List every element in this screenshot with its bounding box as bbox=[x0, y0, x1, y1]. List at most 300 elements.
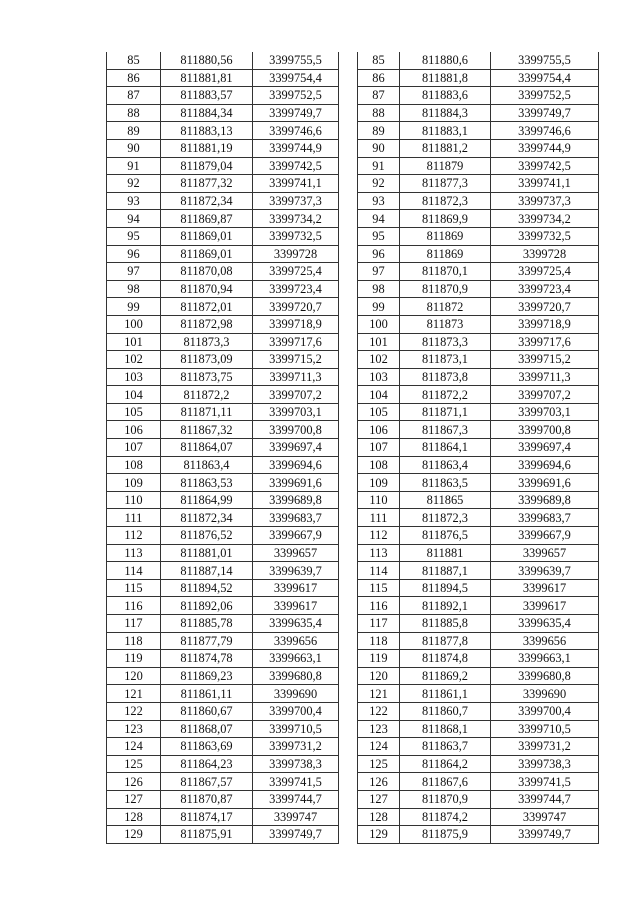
table-row bbox=[107, 826, 339, 844]
table-row bbox=[107, 597, 339, 615]
y-coordinate-cell: 3399732,5 bbox=[491, 227, 599, 245]
right-table-body bbox=[358, 52, 599, 843]
table-row bbox=[358, 456, 599, 474]
point-number-cell: 128 bbox=[358, 808, 400, 826]
table-row bbox=[107, 139, 339, 157]
x-coordinate-cell: 811894,5 bbox=[400, 579, 491, 597]
x-coordinate-cell: 811872,01 bbox=[161, 298, 253, 316]
x-coordinate-cell: 811864,07 bbox=[161, 439, 253, 457]
y-coordinate-cell: 3399657 bbox=[491, 544, 599, 562]
point-number-cell: 110 bbox=[107, 491, 161, 509]
table-row bbox=[358, 227, 599, 245]
x-coordinate-cell: 811870,9 bbox=[400, 280, 491, 298]
y-coordinate-cell: 3399657 bbox=[253, 544, 339, 562]
x-coordinate-cell: 811883,13 bbox=[161, 122, 253, 140]
table-row bbox=[107, 491, 339, 509]
table-row bbox=[107, 386, 339, 404]
y-coordinate-cell: 3399683,7 bbox=[253, 509, 339, 527]
x-coordinate-cell: 811873,09 bbox=[161, 351, 253, 369]
x-coordinate-cell: 811870,1 bbox=[400, 263, 491, 281]
point-number-cell: 92 bbox=[358, 175, 400, 193]
table-row bbox=[107, 579, 339, 597]
y-coordinate-cell: 3399697,4 bbox=[253, 439, 339, 457]
point-number-cell: 93 bbox=[107, 192, 161, 210]
table-row bbox=[358, 386, 599, 404]
point-number-cell: 112 bbox=[358, 527, 400, 545]
point-number-cell: 89 bbox=[358, 122, 400, 140]
y-coordinate-cell: 3399617 bbox=[491, 579, 599, 597]
table-row bbox=[358, 579, 599, 597]
y-coordinate-cell: 3399738,3 bbox=[491, 755, 599, 773]
x-coordinate-cell: 811863,53 bbox=[161, 474, 253, 492]
x-coordinate-cell: 811883,6 bbox=[400, 87, 491, 105]
y-coordinate-cell: 3399749,7 bbox=[491, 104, 599, 122]
y-coordinate-cell: 3399737,3 bbox=[253, 192, 339, 210]
x-coordinate-cell: 811867,6 bbox=[400, 773, 491, 791]
y-coordinate-cell: 3399742,5 bbox=[253, 157, 339, 175]
y-coordinate-cell: 3399734,2 bbox=[253, 210, 339, 228]
point-number-cell: 104 bbox=[107, 386, 161, 404]
point-number-cell: 112 bbox=[107, 527, 161, 545]
x-coordinate-cell: 811864,2 bbox=[400, 755, 491, 773]
table-row bbox=[358, 245, 599, 263]
x-coordinate-cell: 811875,91 bbox=[161, 826, 253, 844]
x-coordinate-cell: 811885,78 bbox=[161, 615, 253, 633]
point-number-cell: 127 bbox=[358, 790, 400, 808]
x-coordinate-cell: 811870,9 bbox=[400, 790, 491, 808]
x-coordinate-cell: 811870,94 bbox=[161, 280, 253, 298]
table-row bbox=[358, 790, 599, 808]
y-coordinate-cell: 3399663,1 bbox=[491, 650, 599, 668]
point-number-cell: 105 bbox=[107, 403, 161, 421]
point-number-cell: 126 bbox=[358, 773, 400, 791]
y-coordinate-cell: 3399707,2 bbox=[491, 386, 599, 404]
x-coordinate-cell: 811879,04 bbox=[161, 157, 253, 175]
x-coordinate-cell: 811880,56 bbox=[161, 52, 253, 69]
point-number-cell: 89 bbox=[107, 122, 161, 140]
point-number-cell: 98 bbox=[107, 280, 161, 298]
point-number-cell: 127 bbox=[107, 790, 161, 808]
y-coordinate-cell: 3399667,9 bbox=[491, 527, 599, 545]
y-coordinate-cell: 3399747 bbox=[253, 808, 339, 826]
y-coordinate-cell: 3399717,6 bbox=[253, 333, 339, 351]
y-coordinate-cell: 3399718,9 bbox=[491, 315, 599, 333]
x-coordinate-cell: 811881,2 bbox=[400, 139, 491, 157]
table-row bbox=[107, 403, 339, 421]
y-coordinate-cell: 3399744,7 bbox=[491, 790, 599, 808]
point-number-cell: 93 bbox=[358, 192, 400, 210]
y-coordinate-cell: 3399741,5 bbox=[253, 773, 339, 791]
table-row bbox=[107, 685, 339, 703]
table-row bbox=[107, 439, 339, 457]
x-coordinate-cell: 811871,1 bbox=[400, 403, 491, 421]
table-row bbox=[358, 632, 599, 650]
x-coordinate-cell: 811873,1 bbox=[400, 351, 491, 369]
x-coordinate-cell: 811872,34 bbox=[161, 509, 253, 527]
x-coordinate-cell: 811884,3 bbox=[400, 104, 491, 122]
x-coordinate-cell: 811881,81 bbox=[161, 69, 253, 87]
point-number-cell: 109 bbox=[358, 474, 400, 492]
y-coordinate-cell: 3399741,1 bbox=[253, 175, 339, 193]
table-row bbox=[358, 527, 599, 545]
x-coordinate-cell: 811860,67 bbox=[161, 702, 253, 720]
point-number-cell: 122 bbox=[358, 702, 400, 720]
y-coordinate-cell: 3399656 bbox=[253, 632, 339, 650]
x-coordinate-cell: 811884,34 bbox=[161, 104, 253, 122]
point-number-cell: 125 bbox=[107, 755, 161, 773]
y-coordinate-cell: 3399691,6 bbox=[253, 474, 339, 492]
table-row bbox=[107, 333, 339, 351]
point-number-cell: 91 bbox=[107, 157, 161, 175]
x-coordinate-cell: 811873,8 bbox=[400, 368, 491, 386]
y-coordinate-cell: 3399728 bbox=[253, 245, 339, 263]
x-coordinate-cell: 811869,23 bbox=[161, 667, 253, 685]
x-coordinate-cell: 811883,57 bbox=[161, 87, 253, 105]
table-row bbox=[358, 421, 599, 439]
table-row bbox=[358, 175, 599, 193]
table-row bbox=[107, 650, 339, 668]
table-row bbox=[358, 509, 599, 527]
point-number-cell: 114 bbox=[107, 562, 161, 580]
y-coordinate-cell: 3399617 bbox=[491, 597, 599, 615]
table-row bbox=[358, 650, 599, 668]
point-number-cell: 123 bbox=[107, 720, 161, 738]
y-coordinate-cell: 3399747 bbox=[491, 808, 599, 826]
table-row bbox=[107, 227, 339, 245]
x-coordinate-cell: 811874,78 bbox=[161, 650, 253, 668]
point-number-cell: 111 bbox=[107, 509, 161, 527]
point-number-cell: 90 bbox=[358, 139, 400, 157]
table-row bbox=[358, 351, 599, 369]
x-coordinate-cell: 811869,01 bbox=[161, 227, 253, 245]
point-number-cell: 101 bbox=[107, 333, 161, 351]
x-coordinate-cell: 811874,8 bbox=[400, 650, 491, 668]
x-coordinate-cell: 811865 bbox=[400, 491, 491, 509]
point-number-cell: 88 bbox=[358, 104, 400, 122]
point-number-cell: 97 bbox=[358, 263, 400, 281]
table-row bbox=[107, 738, 339, 756]
table-row bbox=[358, 544, 599, 562]
x-coordinate-cell: 811863,5 bbox=[400, 474, 491, 492]
y-coordinate-cell: 3399746,6 bbox=[491, 122, 599, 140]
x-coordinate-cell: 811864,99 bbox=[161, 491, 253, 509]
point-number-cell: 96 bbox=[358, 245, 400, 263]
table-row bbox=[107, 790, 339, 808]
y-coordinate-cell: 3399711,3 bbox=[253, 368, 339, 386]
table-row bbox=[107, 615, 339, 633]
table-row bbox=[107, 755, 339, 773]
y-coordinate-cell: 3399754,4 bbox=[253, 69, 339, 87]
y-coordinate-cell: 3399667,9 bbox=[253, 527, 339, 545]
x-coordinate-cell: 811877,79 bbox=[161, 632, 253, 650]
table-row bbox=[107, 122, 339, 140]
x-coordinate-cell: 811883,1 bbox=[400, 122, 491, 140]
y-coordinate-cell: 3399749,7 bbox=[491, 826, 599, 844]
point-number-cell: 86 bbox=[358, 69, 400, 87]
point-number-cell: 113 bbox=[358, 544, 400, 562]
point-number-cell: 119 bbox=[358, 650, 400, 668]
point-number-cell: 107 bbox=[107, 439, 161, 457]
y-coordinate-cell: 3399700,4 bbox=[253, 702, 339, 720]
table-row bbox=[107, 456, 339, 474]
point-number-cell: 106 bbox=[358, 421, 400, 439]
point-number-cell: 101 bbox=[358, 333, 400, 351]
y-coordinate-cell: 3399720,7 bbox=[491, 298, 599, 316]
point-number-cell: 103 bbox=[358, 368, 400, 386]
point-number-cell: 110 bbox=[358, 491, 400, 509]
y-coordinate-cell: 3399737,3 bbox=[491, 192, 599, 210]
point-number-cell: 94 bbox=[107, 210, 161, 228]
x-coordinate-cell: 811892,1 bbox=[400, 597, 491, 615]
table-row bbox=[358, 298, 599, 316]
table-row bbox=[358, 720, 599, 738]
x-coordinate-cell: 811881,01 bbox=[161, 544, 253, 562]
y-coordinate-cell: 3399731,2 bbox=[491, 738, 599, 756]
table-row bbox=[107, 175, 339, 193]
y-coordinate-cell: 3399754,4 bbox=[491, 69, 599, 87]
point-number-cell: 120 bbox=[107, 667, 161, 685]
point-number-cell: 115 bbox=[358, 579, 400, 597]
table-row bbox=[358, 667, 599, 685]
point-number-cell: 97 bbox=[107, 263, 161, 281]
y-coordinate-cell: 3399717,6 bbox=[491, 333, 599, 351]
y-coordinate-cell: 3399700,8 bbox=[491, 421, 599, 439]
x-coordinate-cell: 811873,3 bbox=[161, 333, 253, 351]
table-row bbox=[107, 87, 339, 105]
point-number-cell: 118 bbox=[107, 632, 161, 650]
point-number-cell: 124 bbox=[107, 738, 161, 756]
x-coordinate-cell: 811894,52 bbox=[161, 579, 253, 597]
point-number-cell: 128 bbox=[107, 808, 161, 826]
y-coordinate-cell: 3399680,8 bbox=[491, 667, 599, 685]
y-coordinate-cell: 3399738,3 bbox=[253, 755, 339, 773]
table-row bbox=[107, 421, 339, 439]
y-coordinate-cell: 3399691,6 bbox=[491, 474, 599, 492]
table-row bbox=[358, 157, 599, 175]
table-row bbox=[107, 808, 339, 826]
table-row bbox=[107, 368, 339, 386]
table-row bbox=[107, 104, 339, 122]
point-number-cell: 113 bbox=[107, 544, 161, 562]
x-coordinate-cell: 811863,69 bbox=[161, 738, 253, 756]
x-coordinate-cell: 811869,9 bbox=[400, 210, 491, 228]
y-coordinate-cell: 3399715,2 bbox=[253, 351, 339, 369]
x-coordinate-cell: 811873 bbox=[400, 315, 491, 333]
y-coordinate-cell: 3399711,3 bbox=[491, 368, 599, 386]
x-coordinate-cell: 811877,8 bbox=[400, 632, 491, 650]
table-row bbox=[358, 210, 599, 228]
table-row bbox=[107, 509, 339, 527]
y-coordinate-cell: 3399663,1 bbox=[253, 650, 339, 668]
point-number-cell: 124 bbox=[358, 738, 400, 756]
y-coordinate-cell: 3399720,7 bbox=[253, 298, 339, 316]
point-number-cell: 123 bbox=[358, 720, 400, 738]
table-row bbox=[358, 773, 599, 791]
y-coordinate-cell: 3399744,7 bbox=[253, 790, 339, 808]
y-coordinate-cell: 3399752,5 bbox=[253, 87, 339, 105]
x-coordinate-cell: 811871,11 bbox=[161, 403, 253, 421]
y-coordinate-cell: 3399689,8 bbox=[491, 491, 599, 509]
point-number-cell: 121 bbox=[358, 685, 400, 703]
x-coordinate-cell: 811872,2 bbox=[161, 386, 253, 404]
x-coordinate-cell: 811867,32 bbox=[161, 421, 253, 439]
point-number-cell: 108 bbox=[107, 456, 161, 474]
table-row bbox=[358, 87, 599, 105]
x-coordinate-cell: 811876,5 bbox=[400, 527, 491, 545]
point-number-cell: 85 bbox=[107, 52, 161, 69]
point-number-cell: 115 bbox=[107, 579, 161, 597]
table-row bbox=[107, 702, 339, 720]
table-row bbox=[107, 69, 339, 87]
table-row bbox=[358, 315, 599, 333]
y-coordinate-cell: 3399734,2 bbox=[491, 210, 599, 228]
table-row bbox=[107, 632, 339, 650]
point-number-cell: 95 bbox=[358, 227, 400, 245]
point-number-cell: 96 bbox=[107, 245, 161, 263]
y-coordinate-cell: 3399725,4 bbox=[253, 263, 339, 281]
table-row bbox=[358, 368, 599, 386]
point-number-cell: 111 bbox=[358, 509, 400, 527]
y-coordinate-cell: 3399639,7 bbox=[491, 562, 599, 580]
y-coordinate-cell: 3399742,5 bbox=[491, 157, 599, 175]
y-coordinate-cell: 3399656 bbox=[491, 632, 599, 650]
x-coordinate-cell: 811887,1 bbox=[400, 562, 491, 580]
x-coordinate-cell: 811870,08 bbox=[161, 263, 253, 281]
point-number-cell: 107 bbox=[358, 439, 400, 457]
y-coordinate-cell: 3399715,2 bbox=[491, 351, 599, 369]
left-coordinates-table bbox=[106, 52, 339, 844]
x-coordinate-cell: 811872,3 bbox=[400, 509, 491, 527]
table-row bbox=[358, 826, 599, 844]
y-coordinate-cell: 3399617 bbox=[253, 579, 339, 597]
x-coordinate-cell: 811876,52 bbox=[161, 527, 253, 545]
table-row bbox=[358, 439, 599, 457]
y-coordinate-cell: 3399755,5 bbox=[491, 52, 599, 69]
table-row bbox=[107, 527, 339, 545]
table-row bbox=[107, 52, 339, 69]
table-row bbox=[358, 491, 599, 509]
point-number-cell: 100 bbox=[107, 315, 161, 333]
x-coordinate-cell: 811881 bbox=[400, 544, 491, 562]
x-coordinate-cell: 811869 bbox=[400, 245, 491, 263]
table-row bbox=[358, 474, 599, 492]
point-number-cell: 85 bbox=[358, 52, 400, 69]
table-row bbox=[358, 597, 599, 615]
y-coordinate-cell: 3399680,8 bbox=[253, 667, 339, 685]
point-number-cell: 121 bbox=[107, 685, 161, 703]
point-number-cell: 88 bbox=[107, 104, 161, 122]
y-coordinate-cell: 3399703,1 bbox=[491, 403, 599, 421]
y-coordinate-cell: 3399635,4 bbox=[491, 615, 599, 633]
x-coordinate-cell: 811867,57 bbox=[161, 773, 253, 791]
y-coordinate-cell: 3399741,5 bbox=[491, 773, 599, 791]
point-number-cell: 95 bbox=[107, 227, 161, 245]
x-coordinate-cell: 811892,06 bbox=[161, 597, 253, 615]
table-row bbox=[358, 52, 599, 69]
y-coordinate-cell: 3399749,7 bbox=[253, 826, 339, 844]
table-row bbox=[107, 315, 339, 333]
table-row bbox=[358, 562, 599, 580]
y-coordinate-cell: 3399689,8 bbox=[253, 491, 339, 509]
point-number-cell: 105 bbox=[358, 403, 400, 421]
x-coordinate-cell: 811868,07 bbox=[161, 720, 253, 738]
y-coordinate-cell: 3399639,7 bbox=[253, 562, 339, 580]
table-row bbox=[358, 755, 599, 773]
x-coordinate-cell: 811872,3 bbox=[400, 192, 491, 210]
table-row bbox=[107, 245, 339, 263]
x-coordinate-cell: 811872 bbox=[400, 298, 491, 316]
table-row bbox=[358, 808, 599, 826]
point-number-cell: 102 bbox=[358, 351, 400, 369]
table-row bbox=[358, 403, 599, 421]
y-coordinate-cell: 3399732,5 bbox=[253, 227, 339, 245]
table-row bbox=[107, 667, 339, 685]
x-coordinate-cell: 811872,2 bbox=[400, 386, 491, 404]
table-row bbox=[107, 157, 339, 175]
point-number-cell: 99 bbox=[358, 298, 400, 316]
y-coordinate-cell: 3399723,4 bbox=[491, 280, 599, 298]
point-number-cell: 122 bbox=[107, 702, 161, 720]
y-coordinate-cell: 3399752,5 bbox=[491, 87, 599, 105]
point-number-cell: 102 bbox=[107, 351, 161, 369]
point-number-cell: 119 bbox=[107, 650, 161, 668]
y-coordinate-cell: 3399694,6 bbox=[491, 456, 599, 474]
x-coordinate-cell: 811881,19 bbox=[161, 139, 253, 157]
table-row bbox=[107, 773, 339, 791]
point-number-cell: 106 bbox=[107, 421, 161, 439]
x-coordinate-cell: 811861,11 bbox=[161, 685, 253, 703]
x-coordinate-cell: 811873,3 bbox=[400, 333, 491, 351]
x-coordinate-cell: 811869,87 bbox=[161, 210, 253, 228]
y-coordinate-cell: 3399700,8 bbox=[253, 421, 339, 439]
y-coordinate-cell: 3399700,4 bbox=[491, 702, 599, 720]
x-coordinate-cell: 811879 bbox=[400, 157, 491, 175]
table-row bbox=[107, 192, 339, 210]
point-number-cell: 129 bbox=[107, 826, 161, 844]
y-coordinate-cell: 3399718,9 bbox=[253, 315, 339, 333]
table-row bbox=[107, 562, 339, 580]
table-row bbox=[358, 333, 599, 351]
x-coordinate-cell: 811885,8 bbox=[400, 615, 491, 633]
point-number-cell: 109 bbox=[107, 474, 161, 492]
point-number-cell: 87 bbox=[107, 87, 161, 105]
y-coordinate-cell: 3399723,4 bbox=[253, 280, 339, 298]
point-number-cell: 126 bbox=[107, 773, 161, 791]
point-number-cell: 92 bbox=[107, 175, 161, 193]
table-row bbox=[358, 139, 599, 157]
right-coordinates-table bbox=[357, 52, 599, 844]
table-row bbox=[358, 104, 599, 122]
x-coordinate-cell: 811861,1 bbox=[400, 685, 491, 703]
x-coordinate-cell: 811864,1 bbox=[400, 439, 491, 457]
point-number-cell: 103 bbox=[107, 368, 161, 386]
y-coordinate-cell: 3399749,7 bbox=[253, 104, 339, 122]
y-coordinate-cell: 3399690 bbox=[253, 685, 339, 703]
table-row bbox=[107, 210, 339, 228]
y-coordinate-cell: 3399694,6 bbox=[253, 456, 339, 474]
table-row bbox=[107, 720, 339, 738]
table-row bbox=[107, 474, 339, 492]
y-coordinate-cell: 3399728 bbox=[491, 245, 599, 263]
point-number-cell: 91 bbox=[358, 157, 400, 175]
table-row bbox=[358, 615, 599, 633]
y-coordinate-cell: 3399707,2 bbox=[253, 386, 339, 404]
point-number-cell: 116 bbox=[358, 597, 400, 615]
point-number-cell: 117 bbox=[107, 615, 161, 633]
y-coordinate-cell: 3399710,5 bbox=[253, 720, 339, 738]
y-coordinate-cell: 3399744,9 bbox=[491, 139, 599, 157]
table-row bbox=[358, 702, 599, 720]
